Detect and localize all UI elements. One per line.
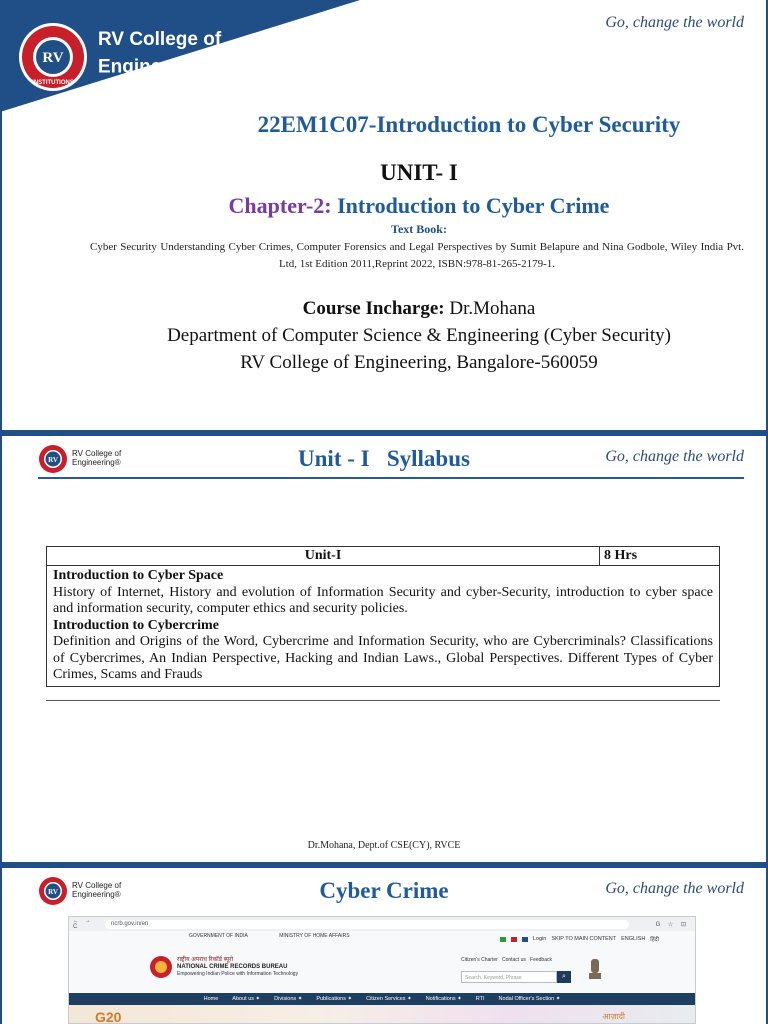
unit-column-header: Unit-I	[47, 547, 600, 566]
menu-item: Home	[203, 996, 219, 1002]
slide-title: Cyber Crime	[319, 878, 449, 903]
chapter-heading	[2, 193, 766, 219]
ncrb-hindi-name: राष्ट्रीय अपराध रिकॉर्ड ब्यूरो	[177, 957, 234, 963]
skip-link: SKIP TO MAIN CONTENT	[551, 936, 617, 942]
syllabus-table	[46, 546, 720, 687]
menu-item: About us ✦	[232, 996, 261, 1002]
slide-title: Unit - I Syllabus	[298, 446, 470, 471]
browser-nav-icons: ← → C	[73, 918, 93, 930]
table-row	[47, 566, 720, 687]
course-incharge	[2, 298, 766, 320]
browser-action-icons: G ☆ ⊡	[655, 921, 689, 928]
syllabus-slide	[2, 436, 766, 862]
table-cut-edge	[46, 700, 720, 703]
logo-ring-text: INSTITUTIONS	[32, 80, 74, 86]
section-text: Definition and Origins of the Word, Cybercrime and Information Security, who are Cybercriminals? Classifications of Cybercrimes, An Indian Perspective, Hacking and Indian Laws., Global Perspectives. Different Types of Cyber Crimes, Scams and Frauds	[53, 634, 713, 682]
menu-item: Publications ✦	[316, 996, 353, 1002]
college-name-line1: RV College of	[98, 29, 222, 50]
unit-label: UNIT- I	[380, 160, 458, 185]
trademark: ®	[114, 890, 121, 899]
g20-logo: G20	[95, 1009, 122, 1024]
gov-header	[189, 933, 380, 939]
college-name	[72, 449, 121, 467]
login-link: Login	[532, 936, 547, 942]
college-name-line2: Engineering	[98, 56, 208, 78]
syllabus-content	[47, 566, 720, 687]
color-swatch-icon	[511, 937, 517, 942]
tagline: Go, change the world	[605, 448, 744, 465]
logo-letters: RV	[48, 888, 58, 896]
gov-india-label: GOVERNMENT OF INDIA	[189, 933, 248, 939]
ncrb-english-name: NATIONAL CRIME RECORDS BUREAU	[177, 964, 288, 970]
textbook-label: Text Book:	[391, 222, 447, 236]
chapter-label: Chapter-2:	[228, 193, 332, 218]
color-swatch-icon	[500, 937, 506, 942]
site-search-input: Search, Keyword, Phrase	[461, 971, 557, 983]
header-divider	[38, 477, 744, 479]
textbook-reference: Cyber Security Understanding Cyber Crimes, Computer Forensics and Legal Perspectives by Sumit Belapure and Nina Godbole, Wiley India Pvt. Ltd, 1st Edition 2011,Reprint 2022, ISBN:978-81-265-2179-1.	[90, 241, 744, 270]
section-heading: Introduction to Cybercrime	[53, 617, 219, 633]
hindi-link: हिंदी	[650, 937, 659, 943]
menu-item: Citizen Services ✦	[366, 996, 412, 1002]
section-text: History of Internet, History and evolution of Information Security and cyber-Security, introduction to cyber space and information security, computer ethics and security policies.	[53, 584, 713, 616]
college-name-line1: RV College of	[72, 449, 122, 458]
site-menu	[69, 993, 695, 1005]
address-bar: ncrb.gov.in/en	[105, 920, 629, 929]
college-name-line2: Engineering	[72, 890, 115, 899]
department: Department of Computer Science & Engineering (Cyber Security)	[167, 325, 671, 346]
tagline: Go, change the world	[605, 880, 744, 897]
menu-item: Notifications ✦	[425, 996, 462, 1002]
national-emblem-icon	[587, 957, 603, 983]
college-name-line2: Engineering	[72, 458, 115, 467]
ncrb-title	[177, 957, 298, 978]
logo-letters: RV	[42, 50, 64, 66]
ncrb-emblem-icon	[149, 955, 173, 979]
incharge-label: Course Incharge:	[302, 298, 445, 319]
table-header-row	[47, 547, 720, 566]
incharge-name: Dr.Mohana	[449, 298, 536, 319]
college-name	[98, 28, 221, 79]
menu-item: RTI	[475, 996, 485, 1002]
college-name-line1: RV College of	[72, 881, 122, 890]
rv-logo-icon	[38, 876, 68, 906]
course-title: 22EM1C07-Introduction to Cyber Security	[257, 112, 681, 137]
slide-footer: Dr.Mohana, Dept.of CSE(CY), RVCE	[307, 840, 461, 851]
ministry-label: MINISTRY OF HOME AFFAIRS	[279, 933, 350, 939]
address: RV College of Engineering, Bangalore-560059	[240, 352, 598, 373]
hours-column-header: 8 Hrs	[600, 547, 720, 566]
rv-logo-icon	[18, 22, 88, 92]
menu-item: Nodal Officer's Section ✦	[498, 996, 561, 1002]
trademark: ®	[207, 60, 213, 67]
browser-toolbar	[69, 917, 695, 931]
college-name	[72, 881, 121, 899]
chapter-title: Introduction to Cyber Crime	[337, 193, 610, 218]
site-banner	[69, 1005, 695, 1024]
menu-item: Divisions ✦	[274, 996, 303, 1002]
title-slide	[2, 0, 766, 430]
ncrb-tagline: Empowering Indian Police with Information Technology	[177, 971, 299, 977]
rv-logo-icon	[38, 444, 68, 474]
section-heading: Introduction to Cyber Space	[53, 568, 224, 583]
trademark: ®	[114, 458, 121, 467]
tagline: Go, change the world	[605, 14, 744, 31]
cyber-crime-slide	[2, 868, 766, 1024]
search-icon: ⌕	[557, 971, 571, 983]
color-swatch-icon	[522, 937, 528, 942]
logo-letters: RV	[48, 456, 58, 464]
citizen-links: Citizen's Charter Contact us Feedback	[461, 957, 552, 963]
english-link: ENGLISH	[621, 936, 646, 942]
azadi-logo: आज़ादी	[602, 1012, 625, 1021]
site-top-links	[500, 935, 659, 943]
ncrb-website-screenshot	[68, 916, 696, 1024]
